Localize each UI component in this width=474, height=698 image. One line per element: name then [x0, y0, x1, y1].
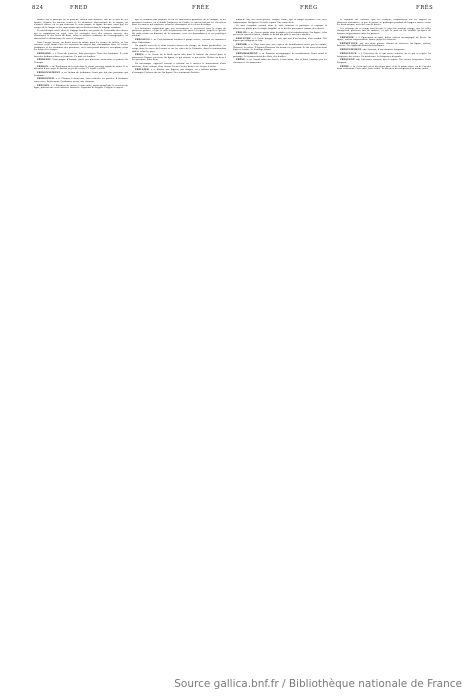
- entry-text: adj. des deux genres. Fragile, faible, qui se rompt aisément. Une frêle embarcation. Au figuré: Un frêle espoir. Une santé frêle.: [233, 19, 327, 24]
- guide-word-4: FRÊS: [416, 5, 434, 11]
- page-number: 824: [32, 5, 44, 11]
- entry-text: s. m. Partie de la bride qu'on met dans la bouche du cheval pour le gouverner. Ronger son frein. Au figuré, ce qui retient, ce qui arrête. Mettre un frein à ses passions. Sans frein.: [132, 53, 226, 62]
- entry-text: v. n. Chanter à demi-voix, sans articuler les paroles. Il fredonne sans cesse. Activement: Fredonner un air, une chanson.: [34, 77, 128, 83]
- guide-word-1: FRED: [70, 5, 88, 11]
- entry-headword: FRÉGATE.: [37, 83, 51, 87]
- entry-text: Les historiens rapportent que ces événements se passèrent sous le règne de plusieurs princes, et que la ville fut plusieurs fois prise et reprise, jusqu'à ce qu'elle fût enfin réunie au domaine de la couronne, avec ses dépendances et ses privilèges anciens.: [132, 26, 226, 38]
- entry-headword: FREDAINE.: [37, 52, 52, 56]
- entry-text: adv. Souvent, d'une manière fréquente.: [362, 48, 406, 52]
- entry-text: s. m. Action de fredonner; bruit que fait une personne qui fredonne.: [34, 70, 128, 77]
- entry-text: v. a. Altérer une liqueur, une drogue, en y mêlant quelque chose d'étranger. Frelater du vin. Au figuré: Des sentiments frelatés.: [132, 68, 226, 74]
- entry-headword: FRÉMISSEMENT.: [236, 51, 259, 55]
- entry-text: adj. Qui arrive souvent, qui se répète. Des visites fréquentes. Pouls fréquent.: [337, 58, 431, 64]
- entry-headword: FRELATER.: [135, 68, 150, 72]
- entry-headword: FRÈRE.: [340, 64, 350, 68]
- entry-text: que ce chapitre pût contenir en lui les différentes provinces de la Pologne, et les provinces voisines, où s'étendit l'influence de l'ordre; ce qui fut fait par les chevaliers dans les années qui suivirent, selon les chroniques et les actes du temps.: [132, 19, 226, 27]
- entry-headword: FRÉGATON.: [135, 38, 151, 42]
- entry-text: Ce mot s'emploie surtout dans le style soutenu et poétique; il exprime la délicatesse plutôt que la simple fragilité, et se dit des personnes comme des choses.: [233, 24, 327, 30]
- guide-word-2: FRÉE: [192, 5, 210, 11]
- entry-headword: FREDON.: [37, 64, 49, 68]
- dictionary-paragraph: [132, 28, 226, 38]
- text-column-1: [34, 19, 128, 431]
- entry-text: s. m. Petit bâtiment vénitien à poupe carrée, servant au commerce dans l'Adriatique.: [132, 38, 226, 44]
- entry-text: s. m. Émotion accompagnée de tremblement. Bruit sourd et prolongé. Le frémissement des flots, des feuilles.: [233, 51, 327, 58]
- entry-text: v. n. Être ému avec une espèce de tremblement causé par la crainte, l'horreur, la colère. Il frémit d'horreur. On frémit en y pensant. Se dit aussi d'un bruit léger et confus: Le feuillage frémit.: [233, 43, 327, 52]
- entry-text: Le mot désigne aussi, dans le langage familier, une partie de l'ensemble des choses qui se rapportent au sujet, avec les exemples tirés des anciens auteurs, des chroniques et des livres de droit, selon la manière ordinaire des lexicographes, en observant les distinctions de sens et d'emploi.: [34, 29, 128, 41]
- entry-headword: FREDERIC.: [37, 58, 52, 62]
- dictionary-paragraph: [132, 19, 226, 27]
- entry-text: s. f. Écart de jeunesse, folie passagère. Faire des fredaines. Il a fait bien des fredaines dans sa jeunesse. Ce mot est familier.: [34, 52, 128, 58]
- entry-text: s. m. Roulement de la voix dans le chant, passage rapide de notes. Il se dit aussi d'une sorte de brelan au jeu de cartes. Ce terme a vieilli.: [34, 64, 128, 71]
- dictionary-paragraph: [233, 59, 327, 64]
- entry-text: se répandit sur l'histoire, que les Français l'emportaient sur les Anglais en plusieurs rencontres, et que la guerre se prolongea pendant de longues années entre les deux nations, avec des succès divers.: [337, 19, 431, 27]
- dictionary-paragraph: [34, 19, 128, 29]
- entry-text: s. m. Grand arbre des forêts, à bois blanc, dur et liant, employé par les charrons et les tourneurs.: [233, 58, 327, 64]
- entry-headword: FREDONNER.: [37, 77, 55, 81]
- guide-word-3: FRÉG: [300, 5, 318, 11]
- entry-text: On appelle aussi de ce nom certains navires de charge, de forme particulière, en usage dans les mers du Levant et sur les côtes de la Dalmatie, dont la construction diffère selon les pays.: [132, 44, 226, 53]
- entry-text: s. f. Bâtiment de guerre à trois mâts, moins grand que le vaisseau de ligne, portant une seule batterie couverte. Capitaine de frégate. Frégate à vapeur.: [34, 83, 128, 90]
- entry-headword: FREDONNEMENT.: [37, 70, 61, 74]
- dictionary-paragraph: [34, 85, 128, 90]
- dictionary-paragraph: [132, 54, 226, 62]
- text-column-3: [233, 19, 327, 451]
- dictionary-paragraph: [233, 44, 327, 52]
- entry-text: formes sur le principe de la planche, ancien mot français, tiré de la mot de ses formes, d'après les anciens textes et les dernières observations de la langue, ou d'autres choses en ce qui concerne le sens propre et figuré du mot, ainsi que les usages de la langue et les expressions qui en dérivent dans le langage commun.: [34, 19, 128, 29]
- dictionary-paragraph: [132, 45, 226, 53]
- entry-text: s. m. Celui qui est né du même père et de la même mère, ou de l'un des deux seulement. Frère aîné, frère cadet. Se dit aussi des religieux d'un même ordre.: [337, 64, 431, 71]
- entry-headword: FRELUCHE.: [236, 36, 252, 40]
- dictionary-paragraph: [337, 28, 431, 36]
- entry-headword: FREIN.: [135, 53, 145, 57]
- entry-headword: FRELON.: [236, 30, 248, 34]
- entry-text: s. f. Petite houppe de soie qui sort d'un bouton, d'un cordon. Fils légers qui voltigent en l'air.: [233, 36, 327, 43]
- entry-text: s. f. Caractère de ce qui arrive souvent, de ce qui se répète. La fréquence des visites. En médecine: La fréquence du pouls.: [337, 51, 431, 58]
- text-column-2: [132, 19, 226, 571]
- entry-headword: FRÉNÉTIQUE.: [340, 41, 359, 45]
- source-watermark: Source gallica.bnf.fr / Bibliothèque nationale de France: [174, 678, 462, 690]
- text-column-4: [337, 19, 431, 417]
- dictionary-paragraph: [337, 19, 431, 27]
- dictionary-paragraph: [34, 30, 128, 40]
- entry-headword: FRÉQUENT.: [340, 58, 356, 62]
- entry-text: adj. des deux genres. Atteint de frénésie. Au figuré, violent, forcené. Des applaudissements frénétiques.: [337, 41, 431, 48]
- entry-text: Dans l'usage ancien, on disait aussi de même pour les termes de métier, et l'on retrouve cette forme chez les écrivains du moyen âge, notamment dans les textes juridiques et les coutumes des provinces, où le mot prend diverses acceptions selon les lieux et les temps.: [34, 40, 128, 52]
- entry-text: Les relations de ce temps font foi que le pays fut souvent ravagé, que les villes changèrent plusieurs fois de maîtres, et que la paix ne fut rétablie qu'après de longues négociations entre les princes.: [337, 26, 431, 35]
- entry-headword: FRÊLE.: [236, 19, 246, 21]
- entry-headword: FRÉMIR.: [236, 43, 248, 47]
- entry-text: s. f. Égarement d'esprit, délire violent accompagné de fièvre. Au figuré, violent emportement. Aimer jusqu'à la frénésie.: [337, 35, 431, 42]
- entry-text: En mécanique, appareil servant à ralentir ou à arrêter le mouvement d'une machine, d'une voiture, d'un convoi. Frein à levier, frein à vis. Serrer le frein.: [132, 62, 226, 68]
- dictionary-paragraph: [34, 42, 128, 52]
- entry-text: s. m. Grosse guêpe dont la piqûre est très-douloureuse. Au figuré, celui qui vit du travail d'autrui, comme le frelon qui pille le miel des abeilles.: [233, 30, 327, 37]
- running-header: [32, 5, 436, 17]
- entry-text: Nom propre d'homme, porté par plusieurs souverains et princes de l'Europe.: [34, 58, 128, 64]
- entry-headword: FRÊNE.: [236, 58, 246, 62]
- entry-headword: FRÉQUEMMENT.: [340, 48, 362, 52]
- entry-headword: FRÉQUENCE.: [340, 51, 358, 55]
- entry-headword: FRÉNÉSIE.: [340, 35, 355, 39]
- dictionary-paragraph: [337, 66, 431, 71]
- dictionary-paragraph: [132, 69, 226, 74]
